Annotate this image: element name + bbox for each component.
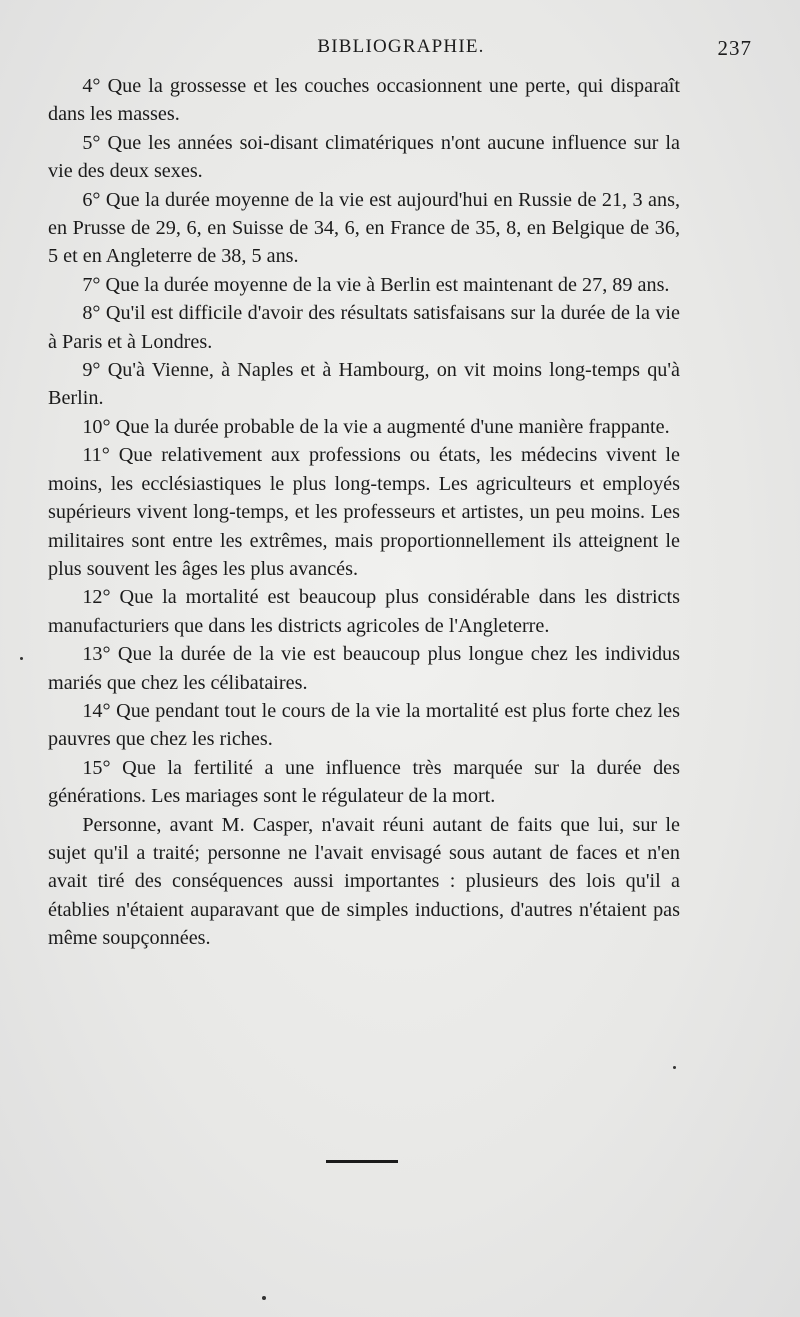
paragraph-item-10: 10° Que la durée probable de la vie a augmenté d'une manière frappante. [82,415,670,438]
ink-speck [673,1066,676,1069]
paragraph-item-12: 12° Que la mortalité est beaucoup plus considérable dans les districts manufacturiers que dans les districts agricoles de l'Angleterre. [48,586,680,637]
running-title: BIBLIOGRAPHIE. [317,36,485,57]
page-number: 237 [717,36,752,60]
body-text [48,72,680,953]
paragraph-item-7: 7° Que la durée moyenne de la vie à Berlin est maintenant de 27, 89 ans. [82,273,670,296]
paragraph-item-4: 4° Que la grossesse et les couches occasionnent une perte, qui disparaît dans les masses. [48,75,680,126]
paragraph-item-13: 13° Que la durée de la vie est beaucoup plus longue chez les individus mariés que chez les célibataires. [48,643,680,694]
paragraph-item-11: 11° Que relativement aux professions ou états, les médecins vivent le moins, les ecclésiastiques le plus long-temps. Les agriculteurs et employés supérieurs vivent long-temps, et les professeurs et artistes, un peu moins. Les militaires sont entre les extrêmes, mais proportionnellement ils atteignent le plus souvent les âges les plus avancés. [48,444,680,580]
paragraph-item-5: 5° Que les années soi-disant climatériques n'ont aucune influence sur la vie des deux sexes. [48,131,680,183]
paragraph-item-9: 9° Qu'à Vienne, à Naples et à Hambourg, on vit moins long-temps qu'à Berlin. [48,359,680,410]
paragraph-item-14: 14° Que pendant tout le cours de la vie la mortalité est plus forte chez les pauvres que chez les riches. [48,699,680,751]
paragraph-item-6: 6° Que la durée moyenne de la vie est aujourd'hui en Russie de 21, 3 ans, en Prusse de 29, 6, en Suisse de 34, 6, en France de 35, 8, en Belgique de 36, 5 et en Angleterre de 38, 5 ans. [48,188,680,268]
page-header [46,36,756,64]
paragraph-item-8: 8° Qu'il est difficile d'avoir des résultats satisfaisans sur la durée de la vie à Paris et à Londres. [48,302,680,353]
paragraph-conclusion: Personne, avant M. Casper, n'avait réuni autant de faits que lui, sur le sujet qu'il a traité; personne ne l'avait envisagé sous autant de faces et n'en avait tiré des conséquences aussi importantes : plusieurs des lois qu'il a établies n'étaient auparavant que de simples inductions, d'autres n'étaient pas même soupçonnées. [48,813,680,950]
ink-speck [20,657,23,660]
paragraph-item-15: 15° Que la fertilité a une influence très marquée sur la durée des générations. Les mariages sont le régulateur de la mort. [48,756,680,808]
section-divider-rule [326,1160,398,1163]
ink-speck [262,1296,266,1300]
